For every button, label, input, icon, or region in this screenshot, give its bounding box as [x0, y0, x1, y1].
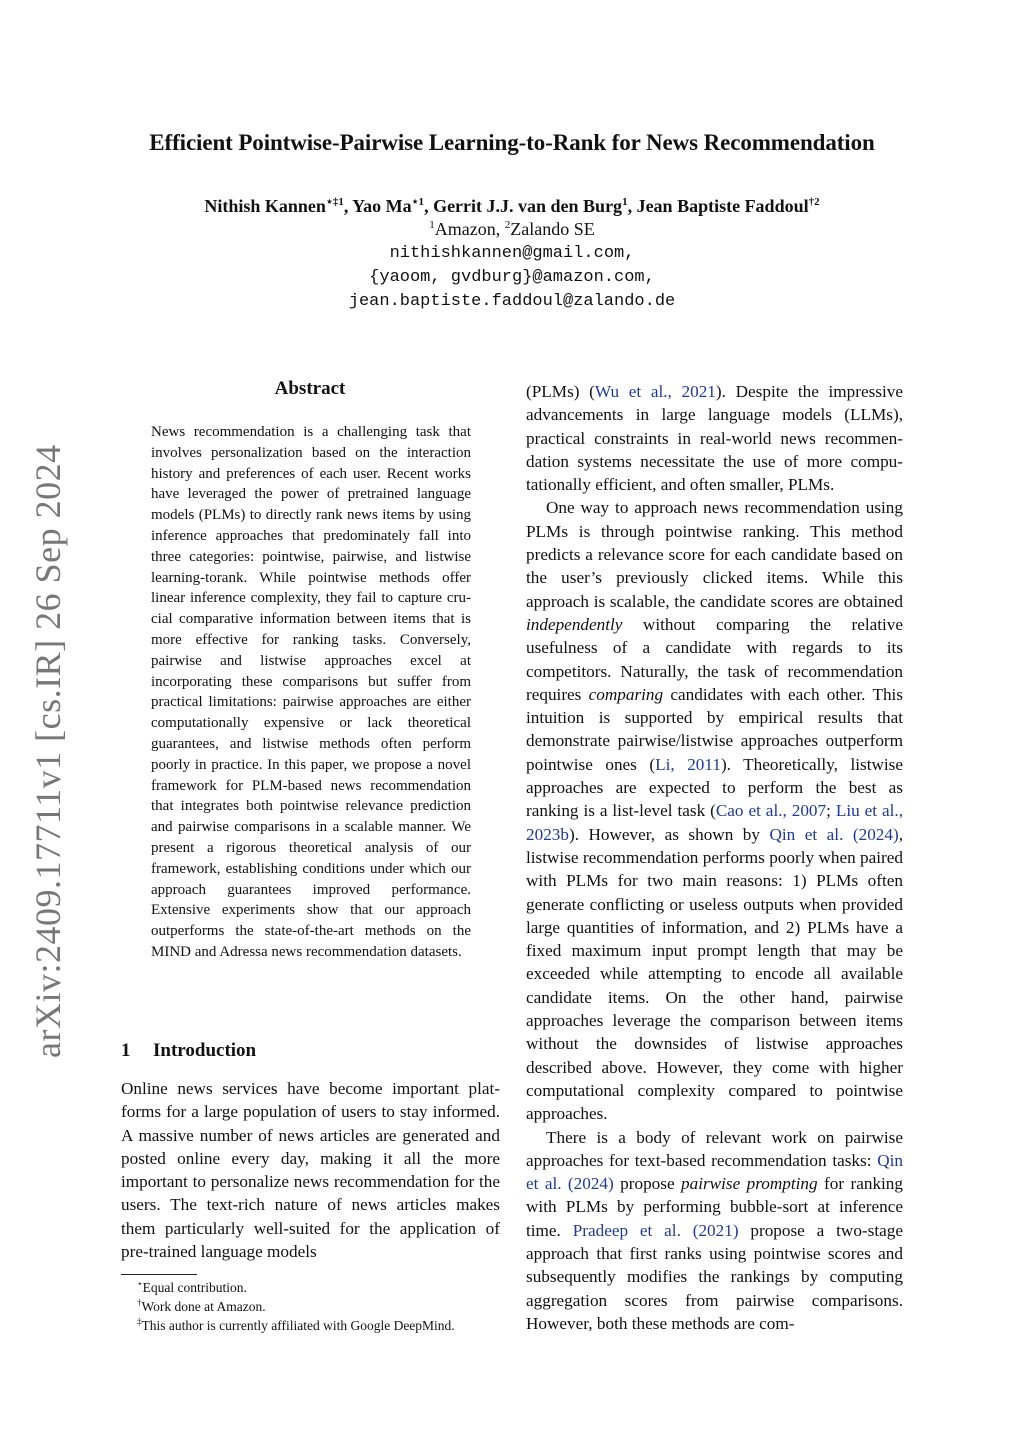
- section-title: Introduction: [153, 1040, 257, 1061]
- arxiv-identifier[interactable]: arXiv:2409.17711v1 [cs.IR] 26 Sep 2024: [28, 444, 68, 1058]
- affiliations: $^1$Amazon, $^2$Zalando SE: [429, 219, 595, 239]
- author-name: Yao Ma: [352, 196, 412, 216]
- affiliation-name: Zalando SE: [510, 219, 595, 239]
- footnote-mark: ‡: [137, 1316, 142, 1327]
- section-heading: [121, 1040, 256, 1062]
- citation-link[interactable]: Qin et al. (2024): [769, 824, 899, 844]
- email-line[interactable]: nithishkannen@gmail.com,: [389, 244, 635, 263]
- citation-link[interactable]: Pradeep et al. (2021): [572, 1220, 739, 1240]
- footnote: [137, 1297, 266, 1316]
- paragraph: One way to approach news recommendation using PLMs is through pointwise ranking. This method predicts a relevance score for each candidate based on the user’s previously clicked items. While this approach is scalable, the candidate scores are obtained independently without comparing the relative usefulness of a candidate with regards to its competitors. Naturally, the task of recommendation requires comparing candidates with each other. This intuition is supported by empirical results that demonstrate pairwise/listwise approaches outperform pointwise ones (Li, 2011). Theoretically, listwise approaches are expected to perform the best as ranking is a list-level task (Cao et al., 2007; Liu et al., 2023b). However, as shown by Qin et al. (2024), listwise recommendation performs poorly when paired with PLMs for two main reasons: 1) PLMs often generate conflicting or useless outputs when provided large quantities of information, and 2) PLMs have a fixed maximum input prompt length that may be exceeded while attempting to encode all available candidate items. On the other hand, pairwise approaches leverage the comparison between items without the downsides of listwise approaches described above. However, they come with higher computational complexity compared to pointwise approaches.: [526, 498, 903, 1124]
- footnote-text: Work done at Amazon.: [141, 1299, 266, 1314]
- paragraph: (PLMs) (Wu et al., 2021). Despite the impressive advancements in large language models (LLMs), practical constraints in real-world news recommendation systems necessitate the use of more computationally efficient, and often smaller, PLMs.: [526, 382, 903, 495]
- email-line[interactable]: {yaoom, gvdburg}@amazon.com,: [369, 268, 655, 287]
- footnote-text: Equal contribution.: [142, 1280, 247, 1295]
- citation-link[interactable]: Qin et al. (2024): [526, 1150, 903, 1194]
- citation-link[interactable]: Liu et al., 2023b: [526, 801, 903, 844]
- author-list: Nithish Kannen$^{⋆\ddagger 1}$, Yao $Ma^{⋆1}$, Gerrit J.J. van den Burg$^1$, Jean Baptiste Faddoul$^{\dagger 2}$: [204, 196, 820, 216]
- citation-link[interactable]: Li, 2011: [655, 754, 721, 774]
- abstract-heading: Abstract: [274, 378, 346, 399]
- email-line[interactable]: jean.baptiste.faddoul@zalando.de: [348, 292, 676, 311]
- footnote-mark: ⋆: [137, 1278, 143, 1289]
- footnote: [137, 1316, 455, 1335]
- footnote-rule: [121, 1274, 197, 1275]
- author-name: Nithish Kannen: [204, 196, 326, 216]
- author-marks: 1: [622, 196, 628, 208]
- affiliation-mark: 2: [504, 219, 511, 231]
- footnote: [137, 1278, 247, 1297]
- citation-link[interactable]: Wu et al., 2021: [594, 382, 716, 401]
- affiliation-name: Amazon: [434, 219, 496, 239]
- author-marks: †2: [808, 196, 820, 208]
- footnote-text: This author is currently affiliated with Google DeepMind.: [141, 1318, 455, 1333]
- intro-left-paragraph: Online news services have become important platforms for a large population of users to stay informed. A massive number of news articles are generated and posted online every day, making it all the more important to personalize news recommendation for the users. The text-rich nature of news articles makes them particularly well-suited for the application of pre-trained language models: [121, 1079, 500, 1262]
- paragraph: There is a body of relevant work on pairwise approaches for text-based recommendation tasks: Qin et al. (2024) propose pairwise prompting for ranking with PLMs by performing bubble-sort at inference time. Pradeep et al. (2021) propose a two-stage approach that first ranks using pointwise scores and subsequently modifies the rankings by computing aggregation scores from pairwise comparisons. However, both these methods are com-: [526, 1127, 903, 1333]
- footnote-mark: †: [137, 1297, 142, 1308]
- author-name: Jean Baptiste Faddoul: [636, 196, 809, 216]
- abstract-text: News recommendation is a challenging task that involves personalization based on the interaction history and preferences of each user. Recent works have leveraged the power of pretrained language models (PLMs) to directly rank news items by using inference approaches that predominately fall into three categories: pointwise, pairwise, and listwise learning-torank. While pointwise methods offer linear inference complexity, they fail to capture crucial comparative information between items that is more effective for ranking tasks. Conversely, pairwise and listwise approaches excel at incorporating these comparisons but suffer from practical limitations: pairwise approaches are either computationally expensive or lack theoretical guarantees, and listwise methods often perform poorly in practice. In this paper, we propose a novel framework for PLM-based news recommendation that integrates both pointwise relevance prediction and pairwise comparisons in a scalable manner. We present a rigorous theoretical analysis of our framework, establishing conditions under which our approach guarantees improved performance. Extensive experiments show that our approach outperforms the state-of-the-art methods on the MIND and Adressa news recommendation datasets.: [151, 424, 471, 960]
- affiliation-mark: 1: [429, 219, 435, 231]
- intro-right-column: [526, 380, 903, 1335]
- author-marks: ⋆‡1: [325, 196, 344, 208]
- citation-link[interactable]: Cao et al., 2007: [715, 801, 827, 821]
- section-number: 1: [121, 1040, 131, 1061]
- author-name: Gerrit J.J. van den Burg: [433, 196, 623, 216]
- paper-title: Efficient Pointwise-Pairwise Learning-to-Rank for News Recommendation: [149, 130, 875, 155]
- author-marks: ⋆1: [411, 196, 425, 208]
